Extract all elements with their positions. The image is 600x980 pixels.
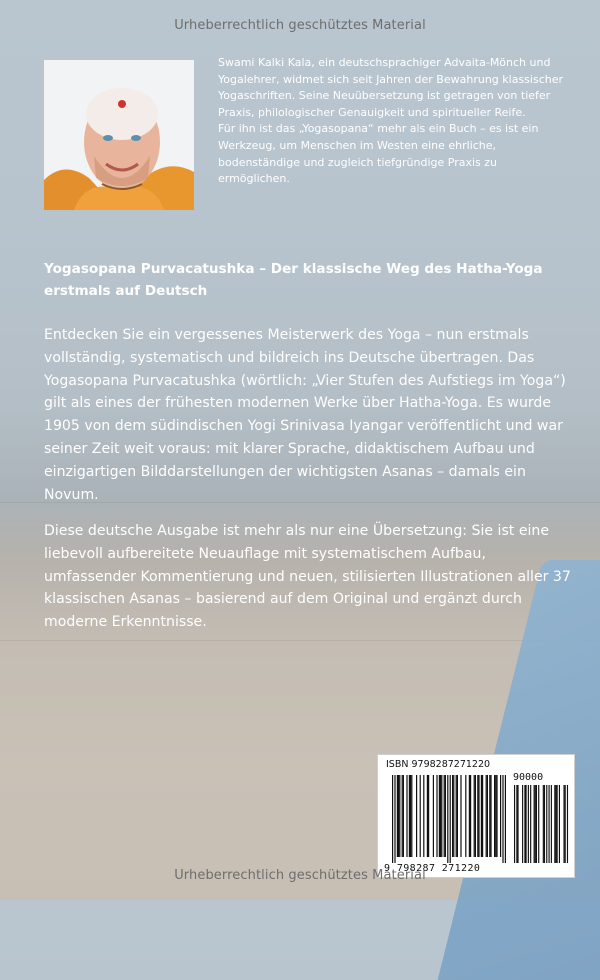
addon-bar: [514, 785, 515, 863]
barcode-bar: [452, 775, 453, 857]
barcode-bar: [457, 775, 458, 857]
barcode-bar: [416, 775, 417, 857]
addon-bar: [567, 785, 568, 863]
barcode-bar: [411, 775, 412, 857]
barcode-bar: [392, 775, 393, 863]
barcode-bar: [486, 775, 487, 857]
addon-bar: [522, 785, 523, 863]
barcode-bar: [490, 775, 491, 857]
barcode-bar: [394, 775, 395, 863]
barcode-bar: [494, 775, 495, 857]
addon-bar: [546, 785, 547, 863]
barcode-bar: [474, 775, 475, 857]
book-heading: Yogasopana Purvacatushka – Der klassische Weg des Hatha-Yoga erstmals auf Deutsch: [44, 261, 543, 299]
barcode-addon-digits: 90000: [513, 772, 544, 783]
barcode-bar: [465, 775, 466, 857]
addon-bar: [551, 785, 552, 863]
barcode-bar: [456, 775, 457, 857]
barcode-bar: [427, 775, 428, 857]
barcode-bar: [470, 775, 471, 857]
barcode-bar: [481, 775, 482, 857]
barcode-bar: [441, 775, 442, 857]
barcode-bar: [444, 775, 445, 857]
addon-bar: [526, 785, 527, 863]
ean-barcode-bars: [378, 755, 576, 879]
barcode-bar: [489, 775, 490, 857]
addon-bar: [563, 785, 564, 863]
barcode-bar: [500, 775, 501, 857]
description-paragraph: Diese deutsche Ausgabe ist mehr als nur eine Übersetzung: Sie ist eine liebevoll aufbereitete Neuauflage mit systematischem Aufbau, umfassender Kommentierung und neuen, stilisierten Illustrationen aller 37 klassischen Asanas – basierend auf dem Original und ergänzt durch moderne Erkenntnisse.: [44, 523, 571, 631]
author-bio-paragraph: Swami Kalki Kala, ein deutschsprachiger Advaita-Mönch und Yogalehrer, widmet sich seit Jahren der Bewahrung klassischer Yogaschriften. Seine Neuübersetzung ist getragen von tiefer Praxis, philologischer Genauigkeit und spiritueller Reife.: [218, 56, 564, 119]
barcode-bar: [482, 775, 483, 857]
ean-digits: 9 798287 271220: [384, 863, 481, 874]
addon-bar: [524, 785, 525, 863]
barcode-bar: [502, 775, 503, 863]
barcode-bar: [433, 775, 434, 857]
barcode-bar: [399, 775, 400, 857]
addon-bar: [535, 785, 536, 863]
barcode-bar: [496, 775, 497, 857]
addon-bar: [549, 785, 550, 863]
barcode-bar: [423, 775, 424, 857]
barcode-bar: [469, 775, 470, 857]
barcode-bar: [477, 775, 478, 857]
barcode-bar: [403, 775, 404, 857]
addon-bar: [557, 785, 558, 863]
barcode-bar: [397, 775, 398, 857]
barcode-bar: [447, 775, 448, 863]
author-photo: [44, 60, 194, 210]
barcode-bar: [420, 775, 421, 857]
isbn-barcode: [377, 754, 575, 878]
barcode-bar: [398, 775, 399, 857]
addon-bar: [554, 785, 555, 863]
barcode-bar: [445, 775, 446, 857]
barcode-bar: [475, 775, 476, 857]
addon-bar: [565, 785, 566, 863]
description-paragraph: Entdecken Sie ein vergessenes Meisterwerk des Yoga – nun erstmals vollständig, systematisch und bildreich ins Deutsche übertragen. Das Yogasopana Purvacatushka (wörtlich: „Vier Stufen des Aufstiegs im Yoga“) gilt als eines der frühesten modernen Werke über Hatha-Yoga. Es wurde 1905 von dem südindischen Yogi Srinivasa Iyangar veröffentlicht und war seiner Zeit weit voraus: mit klarer Sprache, didaktischem Aufbau und einzigartigen Bilddarstellungen der wichtigsten Asanas – damals ein Novum.: [44, 327, 566, 503]
floor-line: [0, 640, 600, 641]
addon-bar: [517, 785, 518, 863]
barcode-bar: [478, 775, 479, 857]
addon-bar: [544, 785, 545, 863]
barcode-bar: [428, 775, 429, 857]
barcode-bar: [436, 775, 437, 857]
barcode-bar: [410, 775, 411, 857]
barcode-bar: [460, 775, 461, 857]
barcode-bar: [406, 775, 407, 857]
barcode-bar: [487, 775, 488, 857]
addon-bar: [559, 785, 560, 863]
addon-bar: [555, 785, 556, 863]
watermark-bottom: Urheberrechtlich geschütztes Material: [174, 868, 426, 883]
addon-bar: [538, 785, 539, 863]
addon-bar: [530, 785, 531, 863]
barcode-bar: [453, 775, 454, 857]
barcode-bar: [495, 775, 496, 857]
addon-bar: [528, 785, 529, 863]
barcode-bar: [450, 775, 451, 863]
addon-bar: [543, 785, 544, 863]
addon-bar: [534, 785, 535, 863]
author-bio: [218, 55, 568, 188]
addon-bar: [536, 785, 537, 863]
barcode-bar: [402, 775, 403, 857]
isbn-label: ISBN 9798287271220: [386, 759, 491, 770]
barcode-bar: [409, 775, 410, 857]
addon-bar: [516, 785, 517, 863]
barcode-bar: [505, 775, 506, 863]
barcode-bar: [439, 775, 440, 857]
author-bio-paragraph: Für ihn ist das „Yogasopana“ mehr als ein Buch – es ist ein Werkzeug, um Menschen im Westen eine ehrliche, bodenständige und zugleich tiefgründige Praxis zu ermöglichen.: [218, 122, 539, 186]
watermark-top: Urheberrechtlich geschütztes Material: [174, 18, 426, 33]
barcode-bar: [440, 775, 441, 857]
